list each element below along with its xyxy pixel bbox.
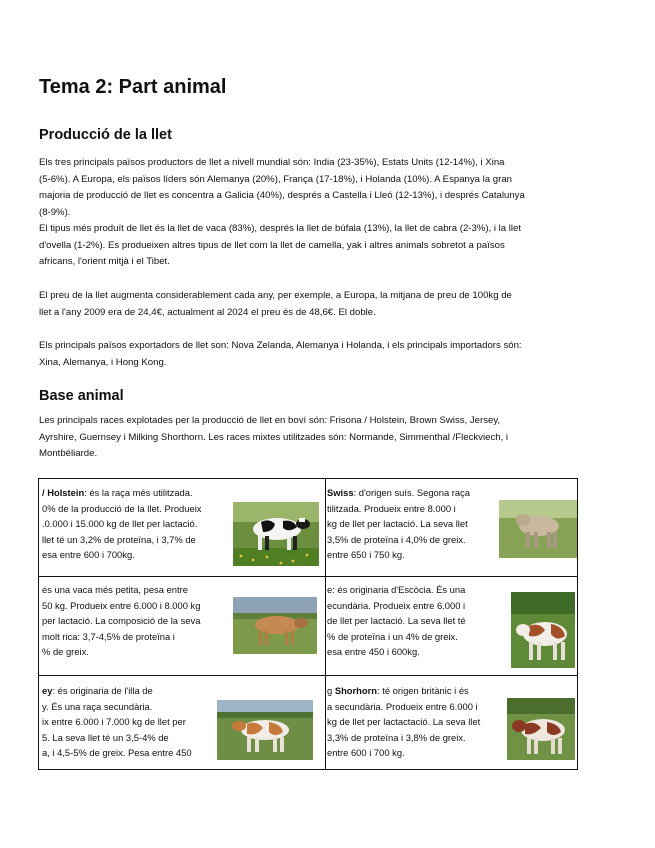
cell-text-line: molt rica: 3,7-4,5% de proteïna i (42, 630, 175, 642)
cell-text-line: % de greix. (42, 646, 89, 657)
text-line: Els principals països exportadors de llet son: Nova Zelanda, Alemanya i Holanda, i els principals importadors són: (39, 340, 522, 351)
guernsey-cow-image (217, 700, 313, 760)
cell-text-line: e: és originaria d'Escòcia. És una (327, 584, 466, 595)
cell-text-line: per lactació. La composició de la seva (42, 615, 201, 626)
text-line: africans, l'orient mitjà i el Tibet. (39, 256, 170, 267)
text-line: Les principals races explotades per la producció de llet en boví són: Frisona / Holstein, Brown Swiss, Jersey, (39, 415, 501, 426)
cell-text-line: llet té un 3,2% de proteïna, i 3,7% de (42, 533, 196, 545)
cell-text-line: de llet per lactació. La seva llet té (327, 615, 466, 626)
brown-swiss-cow-image (499, 500, 577, 558)
text-line: Xina, Alemanya, i Hong Kong. (39, 356, 167, 368)
cell-text-line: Swiss: d'origen suís. Segona raça (327, 487, 471, 498)
cell-text-line: kg de llet per lactació. La seva llet (327, 518, 468, 529)
section-heading-animal-base: Base animal (39, 388, 124, 404)
text-line: El tipus més produït de llet és la llet de vaca (83%), després la llet de búfala (13%), la llet de cabra (2-3%), i la llet (39, 223, 522, 234)
text-line: d'ovella (1-2%). Es produeixen altres tipus de llet com la llet de camella, yak i altres animals sobretot a països (39, 239, 505, 251)
breed-name: ey (42, 685, 53, 696)
table-divider (325, 479, 326, 769)
cell-text-line: 5. La seva llet té un 3,5-4% de (42, 731, 169, 743)
table-cell-milking-shorthorn (327, 676, 577, 769)
holstein-cow-image (233, 502, 319, 566)
text-line: El preu de la llet augmenta considerablement cada any, per exemple, a Europa, la mitjana de preu de 100kg de (39, 290, 512, 301)
text-line: Montbéliarde. (39, 448, 98, 459)
cell-text-line: y. És una raça secundària. (42, 700, 153, 712)
section-heading-production: Producció de la llet (39, 127, 172, 143)
cell-text-line: 50 kg. Produeix entre 6.000 i 8.000 kg (42, 599, 201, 611)
ayrshire-cow-image (511, 592, 575, 668)
text-line: Els tres principals països productors de llet a nivell mundial són: India (23-35%), Estats Units (12-14%), i Xina (39, 157, 505, 168)
breed-name: / Holstein (42, 487, 85, 498)
cell-text-line: % de proteïna i un 4% de greix. (327, 630, 458, 642)
cell-text-line: és una vaca més petita, pesa entre (42, 584, 188, 595)
page-title: Tema 2: Part animal (39, 76, 227, 98)
cell-text-line: esa entre 600 i 700kg. (42, 549, 135, 560)
text-line: llet a l'any 2009 era de 24,4€, actualment al 2024 el preu és de 48,6€. El doble. (39, 306, 376, 318)
paragraph-breeds (39, 413, 578, 463)
cell-text-line: / Holstein: és la raça més utilitzada. (42, 487, 193, 498)
text-line: majoria de producció de llet es concentra a Galicia (40%), després a Castella i Lleó (12-13%), i després Catalunya (39, 190, 525, 201)
paragraph-price (39, 288, 578, 321)
cell-text-line: 0% de la producció de la llet. Produeix (42, 502, 202, 514)
table-cell-guernsey (39, 676, 325, 769)
cell-text-line: ecundària. Produeix entre 6.000 i (327, 599, 466, 611)
cell-text-line: ix entre 6.000 i 7.000 kg de llet per (42, 716, 186, 727)
breed-name: Shorhorn (334, 685, 378, 696)
text-line: Ayrshire, Guernsey i Milking Shorthorn. Les races mixtes utilitzades són: Normande, Simmenthal /Fleckviech, i (39, 431, 509, 443)
cell-text-line: kg de llet per lactactació. La seva llet (327, 716, 481, 727)
milking-shorthorn-cow-image (507, 698, 575, 760)
text-line: (8-9%). (39, 206, 71, 218)
cell-text-line: a secundària. Produeix entre 6.000 i (327, 700, 478, 712)
cell-text-line: entre 600 i 700 kg. (327, 747, 405, 758)
table-cell-ayrshire (327, 577, 577, 675)
cell-text-line: a, i 4,5-5% de greix. Pesa entre 450 (42, 747, 192, 758)
table-cell-holstein (39, 479, 325, 576)
cell-text-line: 3,5% de proteïna i 4,0% de greix. (327, 533, 466, 545)
cell-text-line: 3,3% de proteïna i 3,8% de greix. (327, 731, 466, 743)
breed-name: Swiss (327, 487, 354, 498)
cell-text-line: g Shorhorn: té origen britànic i és (327, 685, 469, 696)
cell-text-line: .0.000 i 15.000 kg de llet per lactació. (42, 518, 198, 529)
table-cell-brown-swiss (327, 479, 577, 576)
table-cell-jersey (39, 577, 325, 675)
cell-text-line: esa entre 450 i 600kg. (327, 646, 420, 657)
cell-text-line: tilitzada. Produeix entre 8.000 i (327, 502, 456, 514)
cell-text-line: ey: és originaria de l'illa de (42, 685, 153, 696)
paragraph-production (39, 155, 578, 271)
breeds-table (38, 478, 578, 770)
paragraph-exports (39, 338, 578, 371)
text-line: (5-6%). A Europa, els països líders són Alemanya (20%), França (17-18%), i Holanda (10%). A Espanya la gran (39, 173, 513, 185)
jersey-cow-image (233, 597, 317, 654)
cell-text-line: entre 650 i 750 kg. (327, 549, 405, 560)
